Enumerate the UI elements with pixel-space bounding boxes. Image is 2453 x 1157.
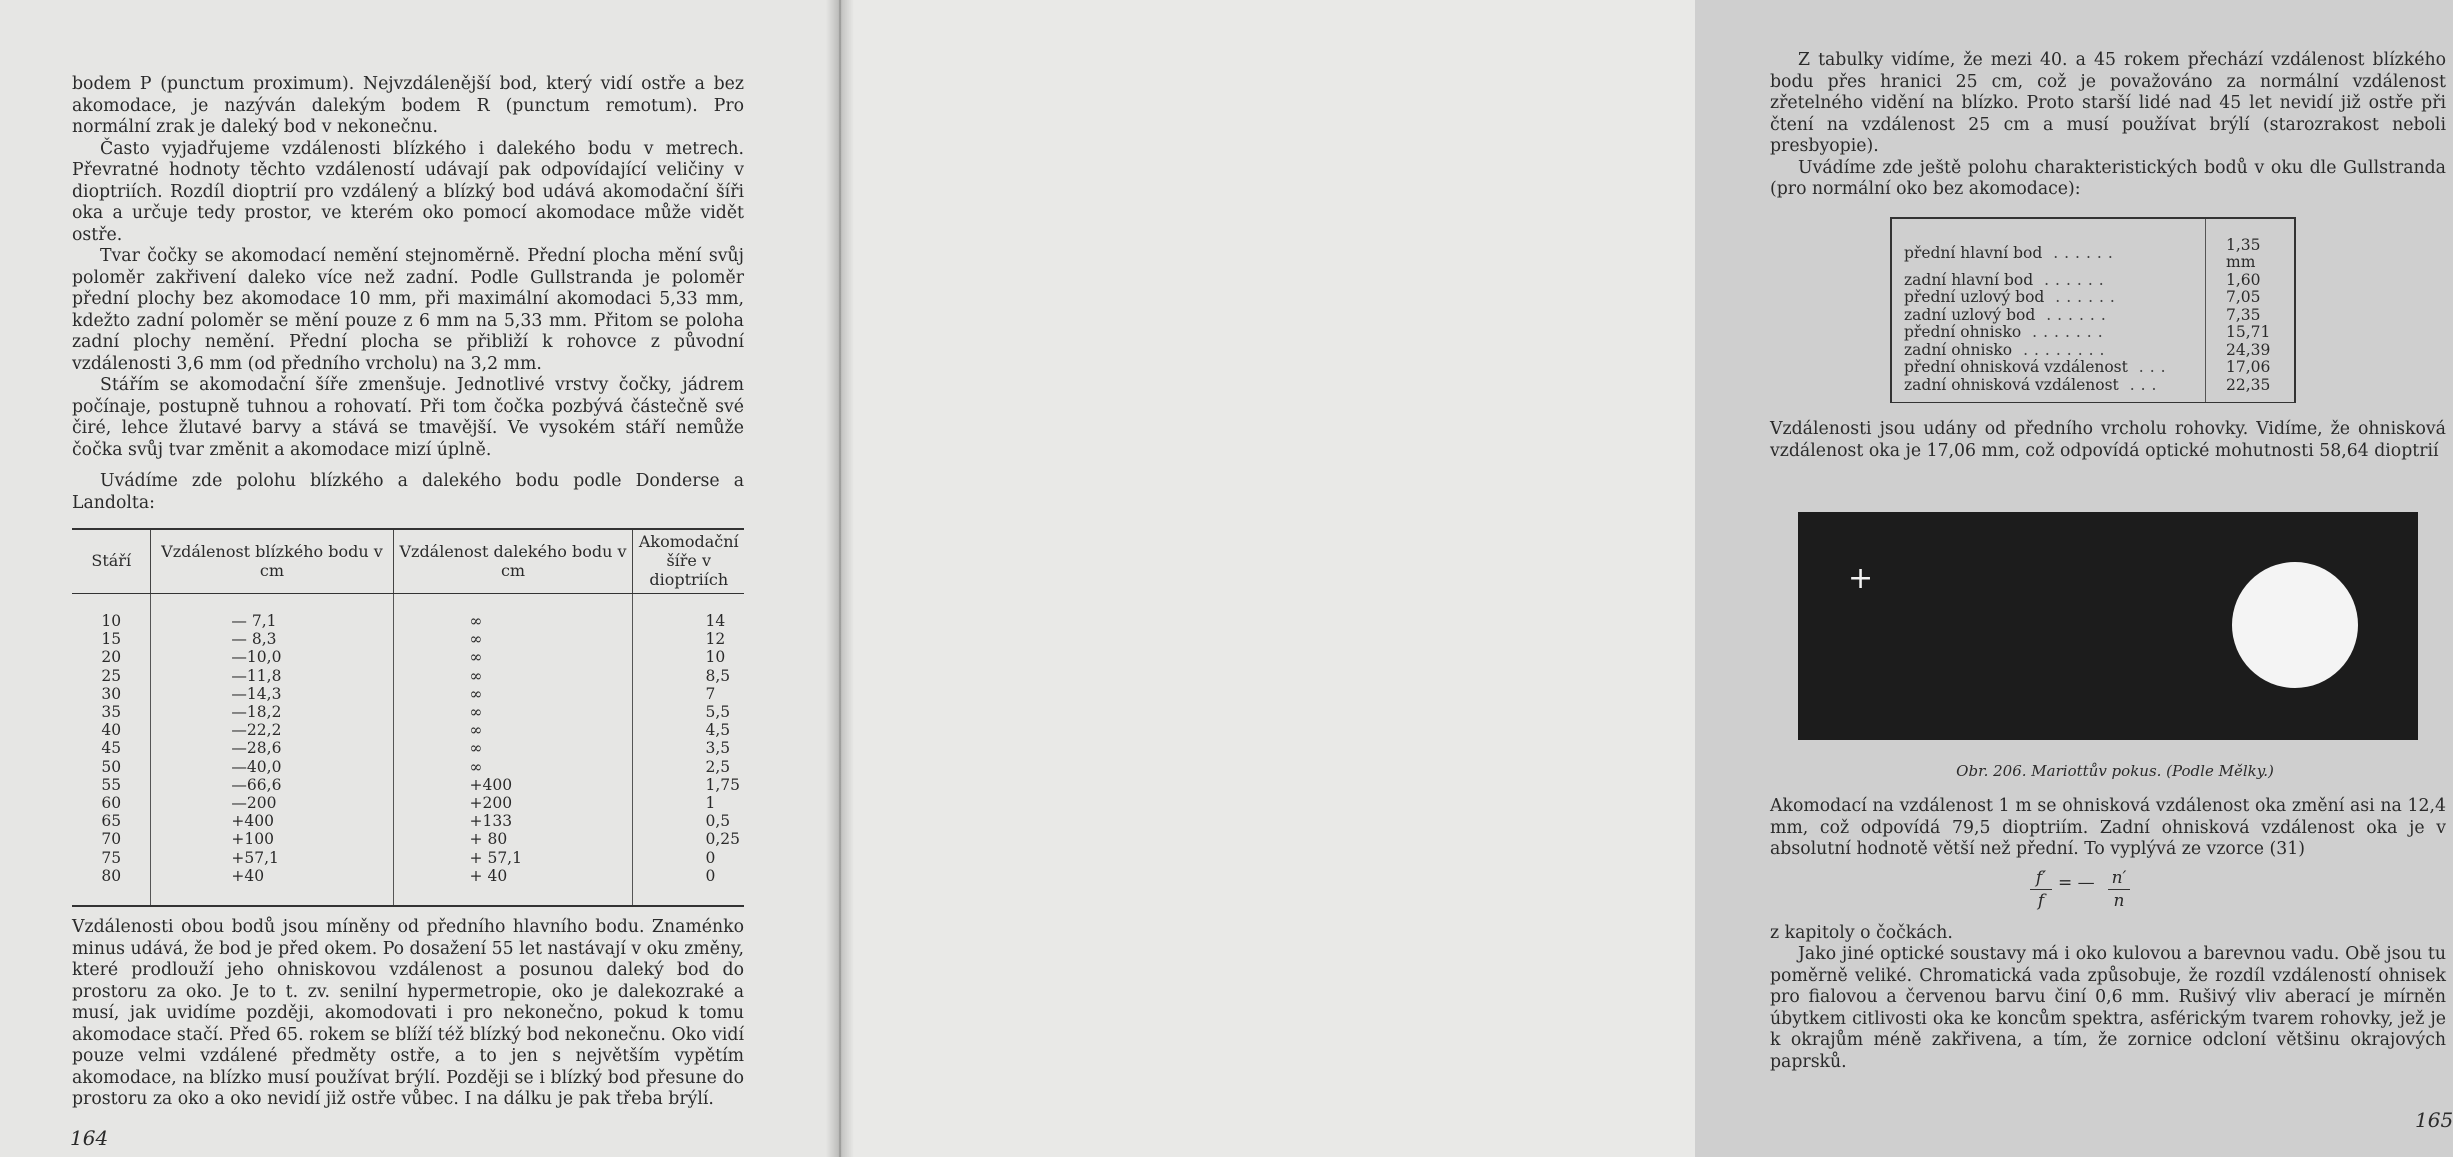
table-row [72,794,744,812]
table-cell: ∞ [393,648,633,666]
table-cell: — 7,1 [151,594,393,631]
table-cell: ∞ [393,685,633,703]
table-row [72,812,744,830]
table-cell: —66,6 [151,776,393,794]
column-header-age: Stáří [72,529,151,594]
leader-dots: ...... [2033,270,2110,289]
paragraph: Vzdálenosti obou bodů jsou míněny od předního hlavního bodu. Znaménko minus udává, že bod je před okem. Po dosažení 55 let nastávají v oku změny, které prodlouží jeho ohniskovou vzdálenost a posunou daleký bod do prostoru za oko. Je to t. zv. senilní hypermetropie, oko je dalekozraké a musí, jak uvidíme později, akomodovati i pro nekonečno, pokud k tomu akomodace stačí. Před 65. rokem se blíží též blízký bod nekonečnu. Oko vidí pouze velmi vzdálené předměty ostře, a to jen s největším vypětím akomodace, na blízko musí používat brýlí. Později se i blízký bod přesune do prostoru za oko a oko nevidí již ostře vůbec. I na dálku je pak třeba brýlí. [72,917,744,1110]
table-body [72,594,744,907]
left-text-column [72,74,744,1111]
point-name [1891,342,2206,360]
table-cell: + 40 [393,867,633,906]
table-cell: 0,25 [633,830,744,848]
table-cell: —28,6 [151,739,393,757]
page-number: 164 [70,1126,109,1150]
denominator: n [2113,890,2125,911]
table-cell: 0 [633,849,744,867]
table-cell: ∞ [393,667,633,685]
table-cell: 4,5 [633,721,744,739]
point-name-text: zadní uzlový bod [1904,305,2036,324]
point-name-text: přední hlavní bod [1904,244,2043,263]
column-header-near-point: Vzdálenost blízkého bodu v cm [151,529,393,594]
table-cell: —14,3 [151,685,393,703]
table-cell: +400 [393,776,633,794]
point-value: 1,60 [2206,272,2296,290]
table-cell: 25 [101,666,122,685]
table-row [72,594,744,631]
table-cell: 8,5 [633,667,744,685]
table-cell: 1,75 [633,776,744,794]
table-cell: +40 [151,867,393,906]
table-cell: 14 [633,594,744,631]
right-text-column [1770,50,2446,1073]
table-cell: 55 [101,775,122,794]
table-cell: 65 [101,812,122,831]
table-cell: 10 [633,648,744,666]
right-page [840,0,2453,1157]
leader-dots: ...... [2042,244,2119,263]
white-disk [2232,562,2358,688]
table-cell: 10 [101,612,122,630]
point-value: 15,71 [2206,324,2296,342]
table-cell: —40,0 [151,758,393,776]
table-cell: 60 [101,794,122,813]
table-cell: 30 [101,684,122,703]
table-cell: 3,5 [633,739,744,757]
leader-dots: ...... [2035,305,2112,324]
table-row [72,776,744,794]
table-row [72,758,744,776]
table-cell: 0,5 [633,812,744,830]
table-cell: ∞ [393,739,633,757]
table-cell: +100 [151,830,393,848]
table-cell: 75 [101,848,122,867]
accommodation-table [72,528,744,907]
fixation-plus-mark: + [1848,561,1874,596]
table-cell: —11,8 [151,667,393,685]
table-cell: 20 [101,648,122,667]
table-cell: — 8,3 [151,630,393,648]
table-cell: 2,5 [633,758,744,776]
paragraph: Jako jiné optické soustavy má i oko kulovou a barevnou vadu. Obě jsou tu poměrně veliké. Chromatická vada způsobuje, že rozdíl vzdáleností ohnisek pro fialovou a červenou barvu činí 0,6 mm. Rušivý vliv aberací je mírněn úbytkem citlivosti oka ke koncům spektra, asférickým tvarem rohovky, jež je k okrajům méně zakřivena, a tím, že zornice odcloní většinu okrajových paprsků. [1770,944,2446,1072]
point-value: 1,35 mm [2206,218,2296,272]
table-cell: 80 [72,867,151,906]
paragraph: Akomodací na vzdálenost 1 m se ohnisková vzdálenost oka změní asi na 12,4 mm, což odpovídá 79,5 dioptriím. Zadní ohnisková vzdálenost oka je v absolutní hodnotě větší než přední. To vyplývá ze vzorce (31) [1770,796,2446,859]
table-row [72,849,744,867]
eye-table-row [1891,359,2295,377]
table-row [72,721,744,739]
numerator: f′ [2030,867,2052,890]
leader-dots: ........ [2012,340,2111,359]
table-row [72,685,744,703]
table-row [72,867,744,906]
point-name [1891,289,2206,307]
point-name [1891,218,2206,272]
table-row [72,648,744,666]
paragraph: Vzdálenosti jsou udány od předního vrcholu rohovky. Vidíme, že ohnisková vzdálenost oka je 17,06 mm, což odpovídá optické mohutnosti 58,64 dioptrií [1770,419,2446,461]
formula [2030,861,2446,923]
paragraph: Tvar čočky se akomodací nemění stejnoměrně. Přední plocha mění svůj poloměr zakřivení daleko více než zadní. Podle Gullstranda je poloměr přední plochy bez akomodace 10 mm, při maximální akomodaci 5,33 mm, kdežto zadní poloměr se mění pouze z 6 mm na 5,33 mm. Přitom se poloha zadní plochy nemění. Přední plocha se přibliží k rohovce z původní vzdálenosti 3,6 mm (od předního vrcholu) na 3,2 mm. [72,246,744,374]
table-cell: —10,0 [151,648,393,666]
table-cell: 70 [101,830,122,849]
column-header-accommodation: Akomodační šíře v dioptriích [633,529,744,594]
eye-table-row [1891,218,2295,272]
eye-table-row [1891,289,2295,307]
point-value: 7,05 [2206,289,2296,307]
eye-table-row [1891,272,2295,290]
table-row [72,630,744,648]
table-cell: +133 [393,812,633,830]
table-cell: 1 [633,794,744,812]
table-cell: + 80 [393,830,633,848]
table-cell: 12 [633,630,744,648]
table-cell: ∞ [393,721,633,739]
eye-table-row [1891,377,2295,403]
table-intro: Uvádíme zde polohu blízkého a dalekého bodu podle Donderse a Landolta: [72,471,744,513]
table-row [72,703,744,721]
table-cell: +57,1 [151,849,393,867]
column-header-far-point: Vzdálenost dalekého bodu v cm [393,529,633,594]
point-name-text: přední ohnisko [1904,323,2022,341]
table-row [72,830,744,848]
table-cell: ∞ [393,594,633,631]
table-cell: 40 [101,721,122,740]
table-cell: + 57,1 [393,849,633,867]
table-row [72,667,744,685]
table-cell: —200 [151,794,393,812]
point-value: 7,35 [2206,307,2296,325]
paragraph: Uvádíme zde ještě polohu charakteristických bodů v oku dle Gullstranda (pro normální oko bez akomodace): [1770,157,2446,199]
table-cell: 35 [101,703,122,722]
table-cell: 7 [633,685,744,703]
paragraph: Často vyjadřujeme vzdálenosti blízkého i dalekého bodu v metrech. Převratné hodnoty těchto vzdáleností udávají pak odpovídající veličiny v dioptriích. Rozdíl dioptrií pro vzdálený a blízký bod udává akomodační šíři oka a určuje tedy prostor, ve kterém oko pomocí akomodace může vidět ostře. [72,138,744,245]
leader-dots: ... [2127,358,2172,376]
denominator: f [2037,890,2045,911]
point-name [1891,272,2206,290]
numerator: n′ [2108,867,2130,890]
table-cell: 50 [101,757,122,776]
point-name [1891,324,2206,342]
table-cell: ∞ [393,630,633,648]
leader-dots: ...... [2044,288,2121,306]
table-row [72,739,744,757]
table-cell: —22,2 [151,721,393,739]
point-value: 22,35 [2206,377,2296,403]
table-cell: 45 [101,739,122,758]
table-cell: 5,5 [633,703,744,721]
eye-table-row [1891,324,2295,342]
point-name [1891,377,2206,403]
point-value: 17,06 [2206,359,2296,377]
point-name-text: zadní hlavní bod [1904,270,2034,289]
eye-table-row [1891,307,2295,325]
mariotte-figure [1798,512,2418,740]
book-gutter [826,0,854,1157]
eye-table-row [1891,342,2295,360]
paragraph: Z tabulky vidíme, že mezi 40. a 45 rokem přechází vzdálenost blízkého bodu přes hranici 25 cm, což je považováno za normální vzdálenost zřetelného vidění na blízko. Proto starší lidé nad 45 let nevidí již ostře při čtení na vzdálenost 25 cm a musí používat brýlí (starozrakost neboli presbyopie). [1770,50,2446,156]
fraction-left [2030,867,2052,912]
leader-dots: ....... [2021,323,2109,341]
eye-points-table [1890,217,2296,404]
table-cell: ∞ [393,703,633,721]
table-cell: 15 [101,630,122,649]
table-cell: ∞ [393,758,633,776]
point-value: 24,39 [2206,342,2296,360]
point-name-text: zadní ohnisková vzdálenost [1904,375,2119,394]
left-page [0,0,840,1157]
figure-caption: Obr. 206. Mariottův pokus. (Podle Mělky.) [1956,762,2274,780]
paragraph: bodem P (punctum proximum). Nejvzdálenější bod, který vidí ostře a bez akomodace, je nazýván dalekým bodem R (punctum remotum). Pro normální zrak je daleký bod v nekonečnu. [72,74,744,137]
fraction-right [2108,867,2130,912]
table-cell: +200 [393,794,633,812]
point-name [1891,307,2206,325]
point-name-text: zadní ohnisko [1904,340,2013,359]
point-name-text: přední uzlový bod [1904,288,2045,306]
table-cell: 0 [633,867,744,906]
paragraph: z kapitoly o čočkách. [1770,922,1953,943]
equals-minus: = — [2058,872,2095,893]
point-name [1891,359,2206,377]
point-name-text: přední ohnisková vzdálenost [1904,358,2128,376]
page-number: 165 [2415,1108,2453,1132]
table-cell: +400 [151,812,393,830]
leader-dots: ... [2118,375,2163,394]
table-cell: —18,2 [151,703,393,721]
paragraph: Stářím se akomodační šíře zmenšuje. Jednotlivé vrstvy čočky, jádrem počínaje, postupně tuhnou a rohovatí. Při tom čočka pozbývá částečně své čiré, lehce žlutavé barvy a stává se tmavější. Ve vysokém stáří nemůže čočka svůj tvar změnit a akomodace mizí úplně. [72,375,744,460]
